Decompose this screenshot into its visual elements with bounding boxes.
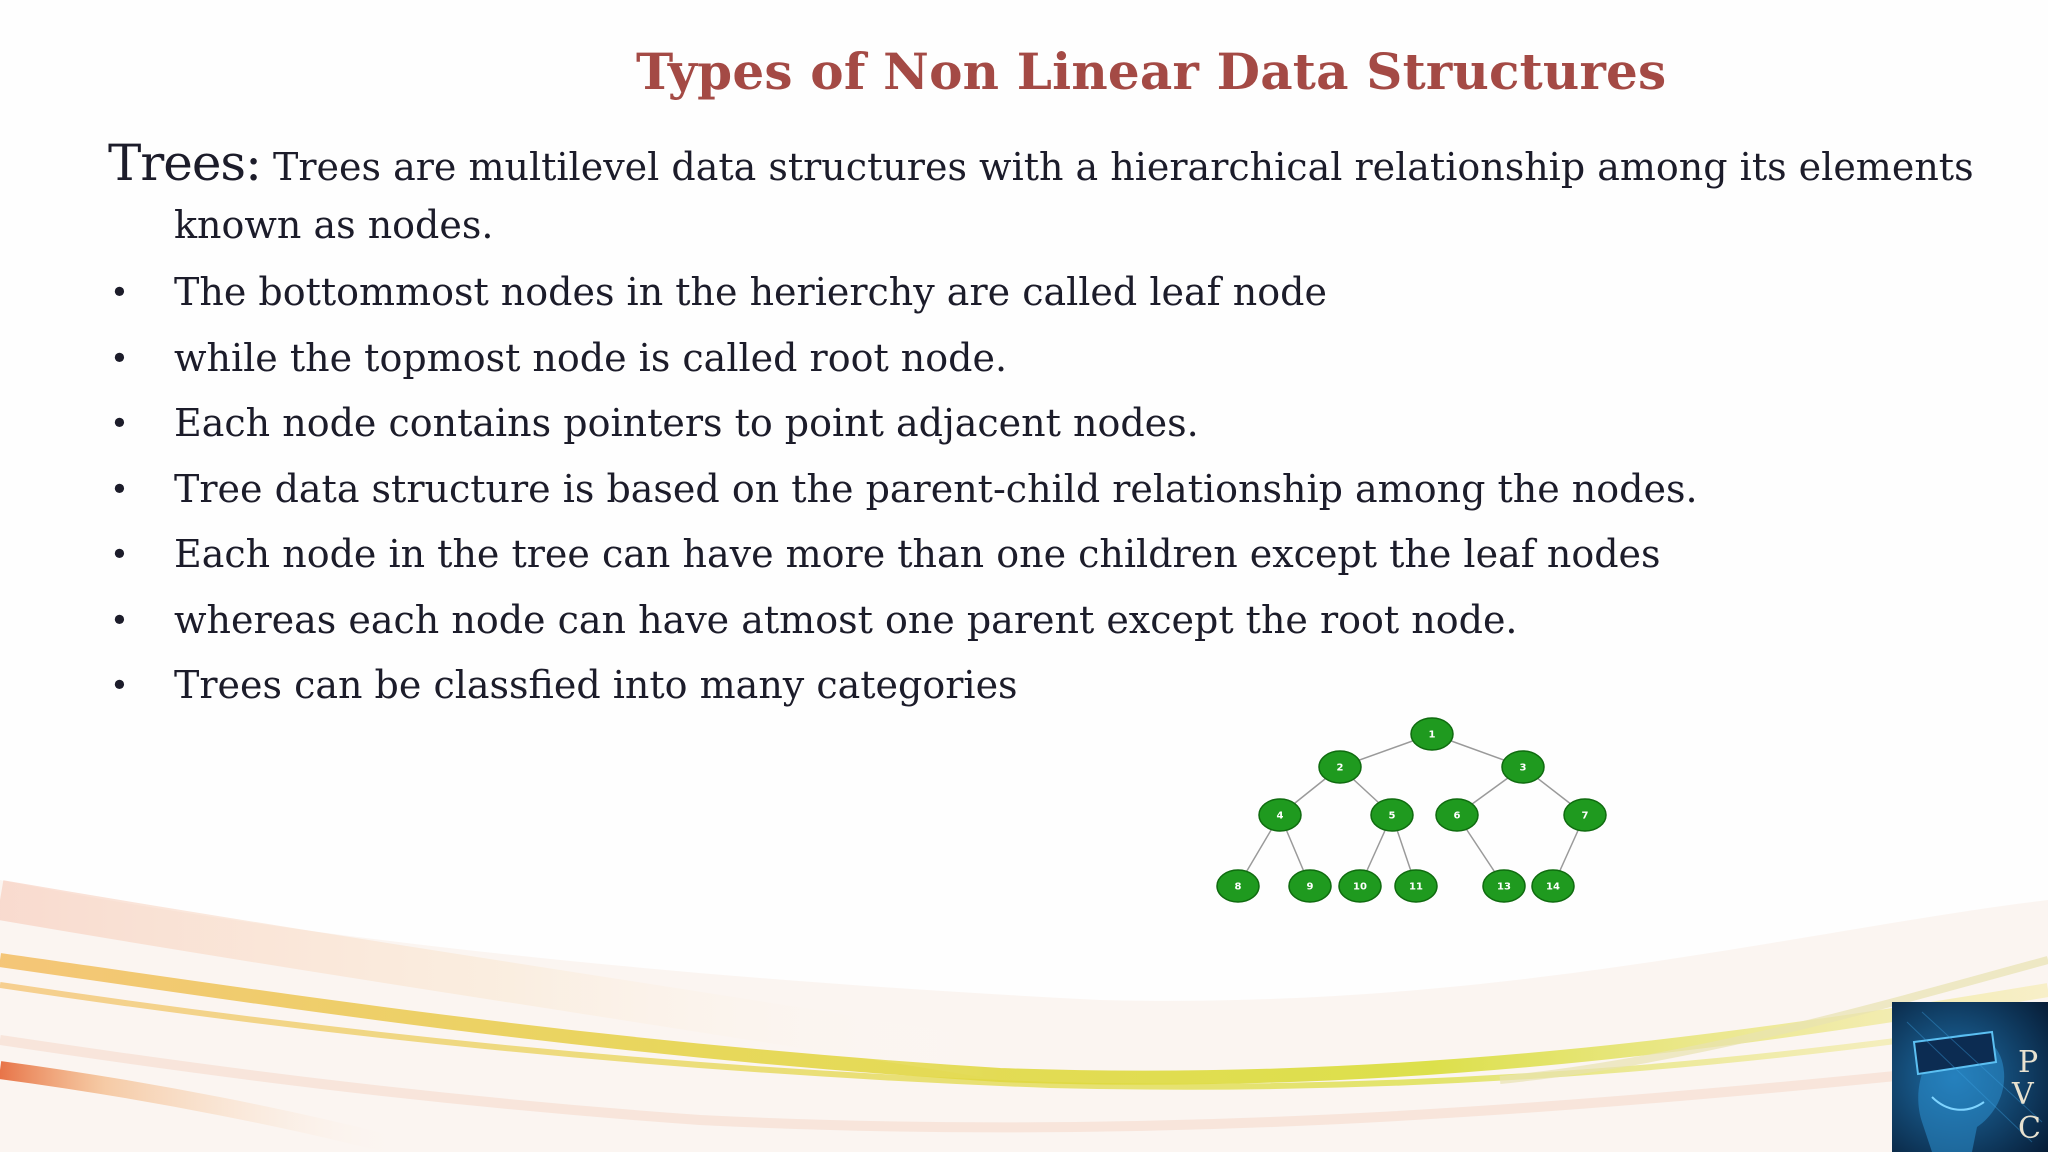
tree-node-label: 8 [1234,881,1242,893]
bullet-list [108,262,1988,721]
logo-letter: P [2018,1045,2039,1080]
bullet-text: Each node in the tree can have more than one children except the leaf nodes [174,532,1661,576]
tree-node-label: 6 [1453,810,1461,822]
tree-node-label: 13 [1497,881,1511,893]
bullet-dot: • [110,273,129,311]
tree-node-label: 14 [1546,881,1560,893]
bullet-text: Each node contains pointers to point adjacent nodes. [174,401,1199,445]
bullet-dot: • [110,338,129,377]
bullet-text: The bottommost nodes in the herierchy are called leaf node [174,270,1327,314]
bullet-dot: • [110,666,129,704]
tree-node-label: 4 [1276,810,1284,822]
bullet-item [108,524,1988,590]
logo-letter: V [2012,1077,2034,1112]
bullet-dot: • [110,535,129,573]
bullet-text: Trees can be classfied into many categories [174,663,1018,707]
bullet-text: Tree data structure is based on the parent-child relationship among the nodes. [174,466,1698,511]
pvc-logo [1892,1002,2048,1152]
bullet-item [108,655,1988,721]
bullet-item [108,590,1988,656]
tree-node-label: 1 [1428,729,1436,741]
tree-node-label: 2 [1336,762,1344,774]
logo-letter: C [2018,1111,2041,1146]
slide-title: Types of Non Linear Data Structures [636,42,1667,101]
tree-node-label: 5 [1388,810,1396,822]
bullet-dot: • [110,600,129,639]
tree-node-label: 11 [1409,881,1423,893]
bullet-text: while the topmost node is called root node. [174,335,1008,380]
trees-definition-text: Trees are multilevel data structures with a hierarchical relationship among its elements [260,145,1974,189]
tree-node-label: 7 [1581,810,1589,822]
bullet-dot: • [110,404,129,442]
tree-node-label: 9 [1306,881,1314,893]
bullet-item [108,393,1988,459]
trees-definition [108,134,1988,254]
tree-node-label: 10 [1353,881,1367,893]
bullet-item [108,328,1988,394]
trees-definition-continued: known as nodes. [174,203,494,247]
tree-node-label: 3 [1519,762,1527,774]
trees-term: Trees: [108,134,261,192]
bullet-item [108,459,1988,525]
bullet-dot: • [110,469,129,508]
bullet-item [108,262,1988,328]
tree-diagram-image [1200,708,1620,908]
bullet-text: whereas each node can have atmost one parent except the root node. [174,597,1518,642]
